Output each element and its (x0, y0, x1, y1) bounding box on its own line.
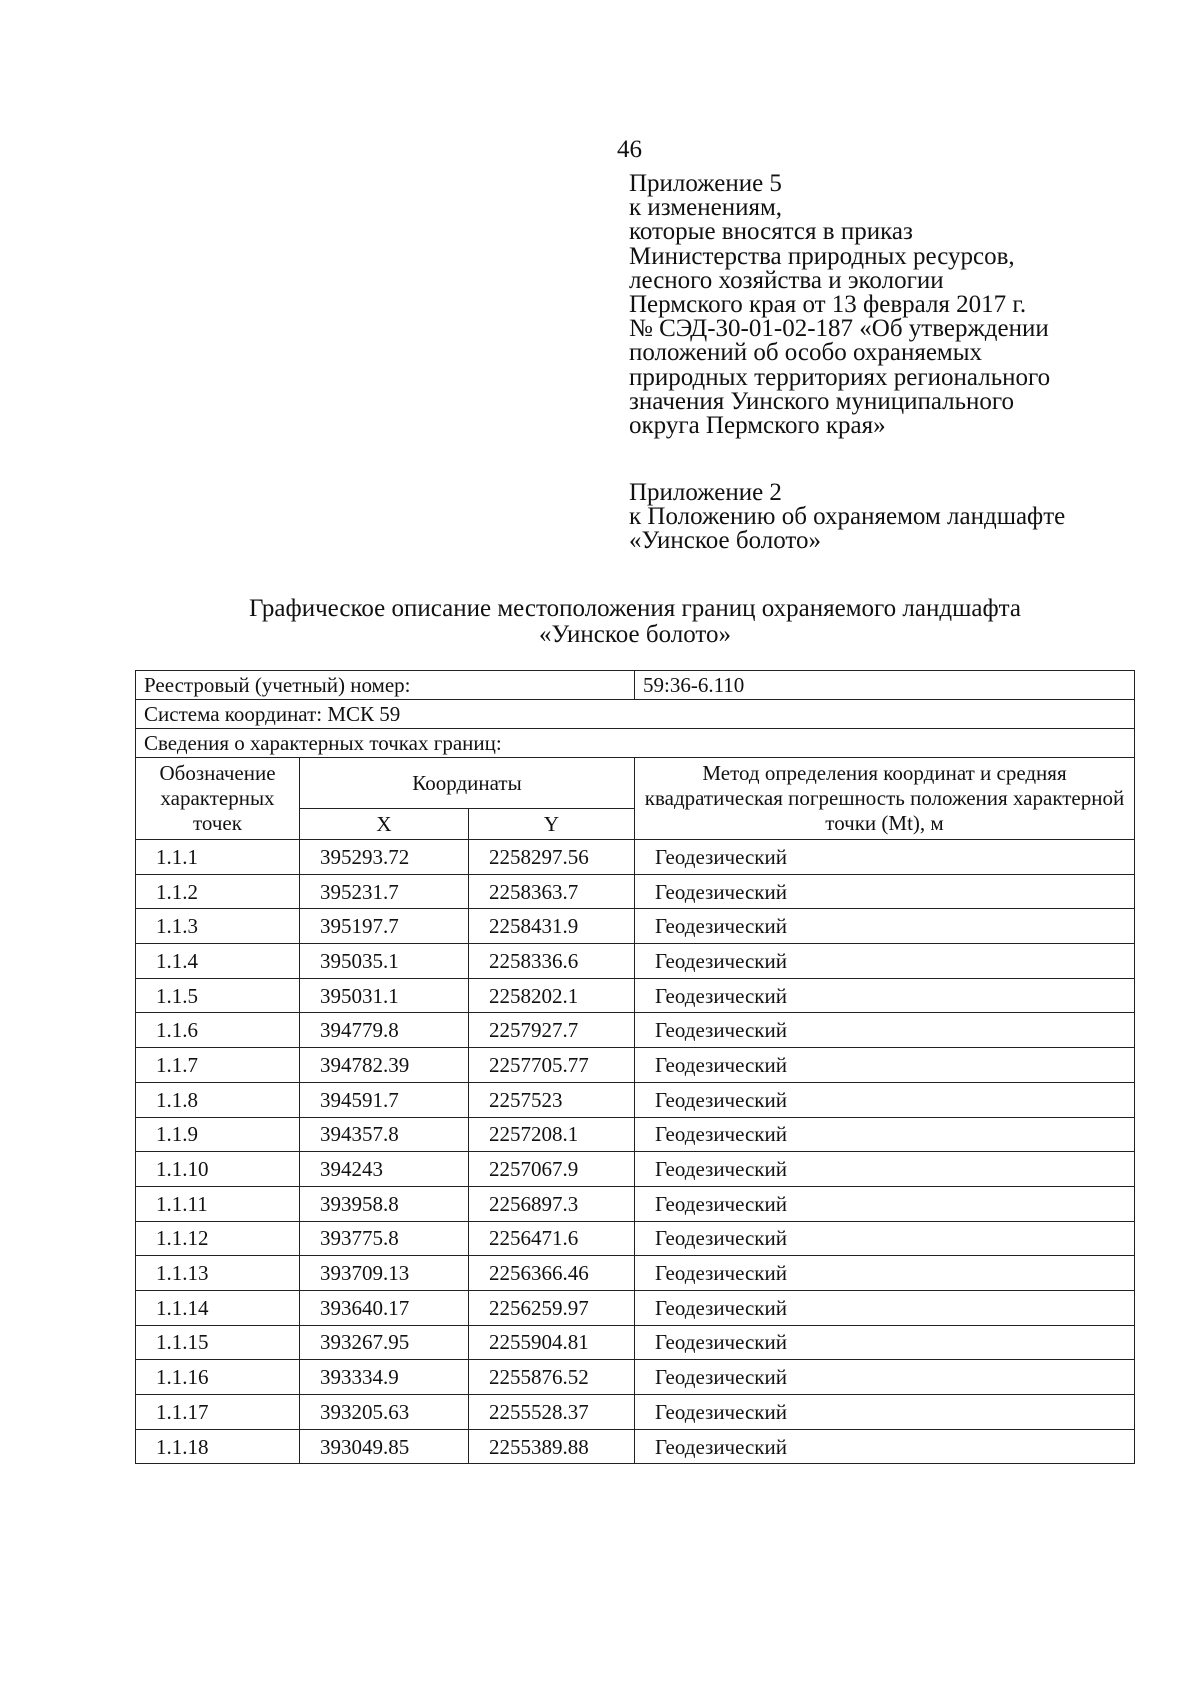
point-cell: 1.1.8 (136, 1082, 300, 1117)
method-cell: Геодезический (635, 1048, 1135, 1083)
x-cell: 395231.7 (300, 874, 469, 909)
x-cell: 395035.1 (300, 944, 469, 979)
appendix-header-line: природных территориях регионального (629, 363, 1051, 391)
appendix-header-line: значения Уинского муниципального (629, 387, 1015, 415)
y-cell: 2257927.7 (469, 1013, 635, 1048)
x-cell: 394782.39 (300, 1048, 469, 1083)
table-row (136, 1117, 1135, 1152)
table-row (136, 1186, 1135, 1221)
y-cell: 2257705.77 (469, 1048, 635, 1083)
x-cell: 393267.95 (300, 1325, 469, 1360)
column-header-point: Обозначение характерных точек (136, 758, 300, 840)
method-cell: Геодезический (635, 1186, 1135, 1221)
y-cell: 2255876.52 (469, 1360, 635, 1395)
x-cell: 393640.17 (300, 1290, 469, 1325)
point-cell: 1.1.12 (136, 1221, 300, 1256)
method-cell: Геодезический (635, 1290, 1135, 1325)
column-header-y: Y (469, 809, 635, 840)
table-header-row (136, 758, 1135, 809)
y-cell: 2257523 (469, 1082, 635, 1117)
table-row (136, 1221, 1135, 1256)
point-cell: 1.1.11 (136, 1186, 300, 1221)
point-cell: 1.1.16 (136, 1360, 300, 1395)
y-cell: 2258363.7 (469, 874, 635, 909)
appendix-header-line: положений об особо охраняемых (629, 339, 983, 367)
x-cell: 394243 (300, 1152, 469, 1187)
point-cell: 1.1.2 (136, 874, 300, 909)
table-row (136, 840, 1135, 875)
x-cell: 393775.8 (300, 1221, 469, 1256)
table-row (136, 944, 1135, 979)
method-cell: Геодезический (635, 874, 1135, 909)
method-cell: Геодезический (635, 944, 1135, 979)
method-cell: Геодезический (635, 909, 1135, 944)
column-header-coords: Координаты (300, 758, 635, 809)
x-cell: 394357.8 (300, 1117, 469, 1152)
method-cell: Геодезический (635, 1325, 1135, 1360)
y-cell: 2256471.6 (469, 1221, 635, 1256)
document-title-line: Графическое описание местоположения границ охраняемого ландшафта (249, 595, 1021, 622)
x-cell: 393334.9 (300, 1360, 469, 1395)
boundary-points-table (135, 670, 1135, 1464)
table-row (136, 978, 1135, 1013)
registry-value: 59:36-6.110 (635, 671, 1135, 700)
appendix-header-line: № СЭД-30-01-02-187 «Об утверждении (629, 315, 1049, 343)
document-title-line: «Уинское болото» (538, 621, 732, 648)
y-cell: 2258202.1 (469, 978, 635, 1013)
sub-appendix-line: «Уинское болото» (629, 527, 822, 555)
method-cell: Геодезический (635, 1117, 1135, 1152)
method-cell: Геодезический (635, 1221, 1135, 1256)
column-header-method: Метод определения координат и средняя квадратическая погрешность положения характерной точки (Mt), м (635, 758, 1135, 840)
x-cell: 394779.8 (300, 1013, 469, 1048)
appendix-header-line: Пермского края от 13 февраля 2017 г. (629, 291, 1027, 319)
sub-appendix-line: Приложение 2 (629, 479, 782, 506)
y-cell: 2255904.81 (469, 1325, 635, 1360)
coord-system-label: Система координат: МСК 59 (136, 700, 1135, 729)
sub-appendix-header (629, 481, 1149, 554)
point-cell: 1.1.4 (136, 944, 300, 979)
table-row (136, 1152, 1135, 1187)
point-cell: 1.1.15 (136, 1325, 300, 1360)
point-cell: 1.1.3 (136, 909, 300, 944)
points-info-label: Сведения о характерных точках границ: (136, 729, 1135, 758)
method-cell: Геодезический (635, 1152, 1135, 1187)
x-cell: 393958.8 (300, 1186, 469, 1221)
y-cell: 2256897.3 (469, 1186, 635, 1221)
x-cell: 393049.85 (300, 1429, 469, 1464)
point-cell: 1.1.1 (136, 840, 300, 875)
table-row (136, 1429, 1135, 1464)
x-cell: 394591.7 (300, 1082, 469, 1117)
appendix-header-line: которые вносятся в приказ (629, 218, 913, 246)
coord-system-row (136, 700, 1135, 729)
method-cell: Геодезический (635, 1360, 1135, 1395)
point-cell: 1.1.6 (136, 1013, 300, 1048)
method-cell: Геодезический (635, 1013, 1135, 1048)
point-cell: 1.1.18 (136, 1429, 300, 1464)
x-cell: 395293.72 (300, 840, 469, 875)
point-cell: 1.1.13 (136, 1256, 300, 1291)
appendix-header-line: лесного хозяйства и экологии (629, 266, 944, 294)
y-cell: 2255389.88 (469, 1429, 635, 1464)
column-header-x: X (300, 809, 469, 840)
point-cell: 1.1.10 (136, 1152, 300, 1187)
y-cell: 2256366.46 (469, 1256, 635, 1291)
method-cell: Геодезический (635, 978, 1135, 1013)
y-cell: 2258297.56 (469, 840, 635, 875)
method-cell: Геодезический (635, 1429, 1135, 1464)
table-row (136, 1082, 1135, 1117)
point-cell: 1.1.14 (136, 1290, 300, 1325)
table-row (136, 1290, 1135, 1325)
x-cell: 393709.13 (300, 1256, 469, 1291)
method-cell: Геодезический (635, 1395, 1135, 1430)
point-cell: 1.1.7 (136, 1048, 300, 1083)
x-cell: 395031.1 (300, 978, 469, 1013)
table-row (136, 1048, 1135, 1083)
point-cell: 1.1.5 (136, 978, 300, 1013)
document-title (130, 596, 1140, 648)
appendix-header (629, 172, 1149, 438)
method-cell: Геодезический (635, 840, 1135, 875)
table-row (136, 1325, 1135, 1360)
y-cell: 2258336.6 (469, 944, 635, 979)
x-cell: 393205.63 (300, 1395, 469, 1430)
method-cell: Геодезический (635, 1082, 1135, 1117)
sub-appendix-line: к Положению об охраняемом ландшафте (629, 503, 1066, 531)
y-cell: 2257067.9 (469, 1152, 635, 1187)
table-row (136, 874, 1135, 909)
y-cell: 2257208.1 (469, 1117, 635, 1152)
x-cell: 395197.7 (300, 909, 469, 944)
appendix-header-line: Министерства природных ресурсов, (629, 242, 1015, 270)
table-row (136, 1013, 1135, 1048)
appendix-header-line: к изменениям, (629, 194, 783, 222)
page-number: 46 (617, 136, 642, 163)
y-cell: 2258431.9 (469, 909, 635, 944)
y-cell: 2256259.97 (469, 1290, 635, 1325)
table-row (136, 1360, 1135, 1395)
method-cell: Геодезический (635, 1256, 1135, 1291)
points-info-row (136, 729, 1135, 758)
appendix-header-line: Приложение 5 (629, 170, 782, 197)
table-row (136, 909, 1135, 944)
appendix-header-line: округа Пермского края» (629, 412, 886, 440)
point-cell: 1.1.9 (136, 1117, 300, 1152)
registry-label: Реестровый (учетный) номер: (136, 671, 635, 700)
table-row (136, 1256, 1135, 1291)
y-cell: 2255528.37 (469, 1395, 635, 1430)
registry-row (136, 671, 1135, 700)
point-cell: 1.1.17 (136, 1395, 300, 1430)
table-row (136, 1395, 1135, 1430)
